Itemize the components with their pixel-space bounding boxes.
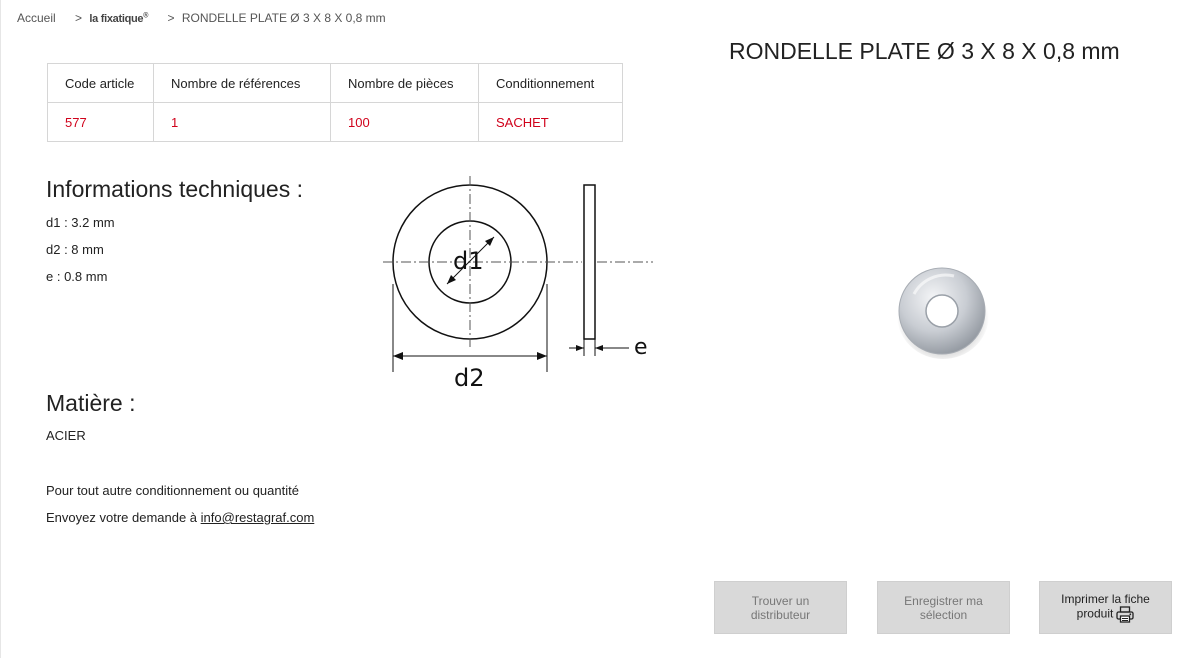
specs-table <box>47 63 623 142</box>
contact-request-line <box>46 510 314 525</box>
print-sheet-label <box>1051 592 1161 623</box>
save-selection-button[interactable] <box>877 581 1010 634</box>
brand-name: la fixatique <box>89 13 144 25</box>
value-conditionnement: SACHET <box>479 103 623 142</box>
print-sheet-text: Imprimer la fiche produit <box>1061 592 1150 621</box>
header-conditionnement: Conditionnement <box>479 64 623 103</box>
material-title: Matière : <box>46 390 136 416</box>
page-title: RONDELLE PLATE Ø 3 X 8 X 0,8 mm <box>729 38 1120 64</box>
contact-line: Pour tout autre conditionnement ou quantité <box>46 483 299 498</box>
diagram-label-e: e <box>634 335 648 360</box>
brand-mark: ® <box>143 12 149 20</box>
breadcrumb-home[interactable]: Accueil <box>17 11 56 25</box>
contact-prefix: Envoyez votre demande à <box>46 510 201 525</box>
table-row <box>48 103 623 142</box>
tech-line-d2: d2 : 8 mm <box>46 242 104 257</box>
header-code-article: Code article <box>48 64 154 103</box>
breadcrumb-brand[interactable] <box>89 13 148 25</box>
breadcrumb-current: RONDELLE PLATE Ø 3 X 8 X 0,8 mm <box>181 11 386 25</box>
diagram-label-d2: d2 <box>454 364 485 392</box>
email-link[interactable]: info@restagraf.com <box>200 510 315 525</box>
breadcrumb-separator: > <box>75 11 83 25</box>
technical-info-title: Informations techniques : <box>46 176 303 202</box>
table-header-row <box>48 64 623 103</box>
save-selection-label: Enregistrer ma sélection <box>904 593 983 622</box>
print-sheet-button[interactable] <box>1039 581 1172 634</box>
header-nombre-pieces: Nombre de pièces <box>331 64 479 103</box>
breadcrumb <box>17 11 386 25</box>
washer-dimension-diagram <box>377 172 661 394</box>
find-distributor-label: Trouver un distributeur <box>750 593 811 622</box>
material-value: ACIER <box>46 428 86 443</box>
printer-icon <box>1116 606 1134 623</box>
washer-product-image <box>894 264 990 360</box>
diagram-label-d1: d1 <box>453 247 484 275</box>
value-nombre-references: 1 <box>154 103 331 142</box>
tech-line-e: e : 0.8 mm <box>46 269 108 284</box>
find-distributor-button[interactable] <box>714 581 847 634</box>
tech-line-d1: d1 : 3.2 mm <box>46 215 115 230</box>
breadcrumb-separator: > <box>167 11 175 25</box>
value-code-article: 577 <box>48 103 154 142</box>
header-nombre-references: Nombre de références <box>154 64 331 103</box>
value-nombre-pieces: 100 <box>331 103 479 142</box>
